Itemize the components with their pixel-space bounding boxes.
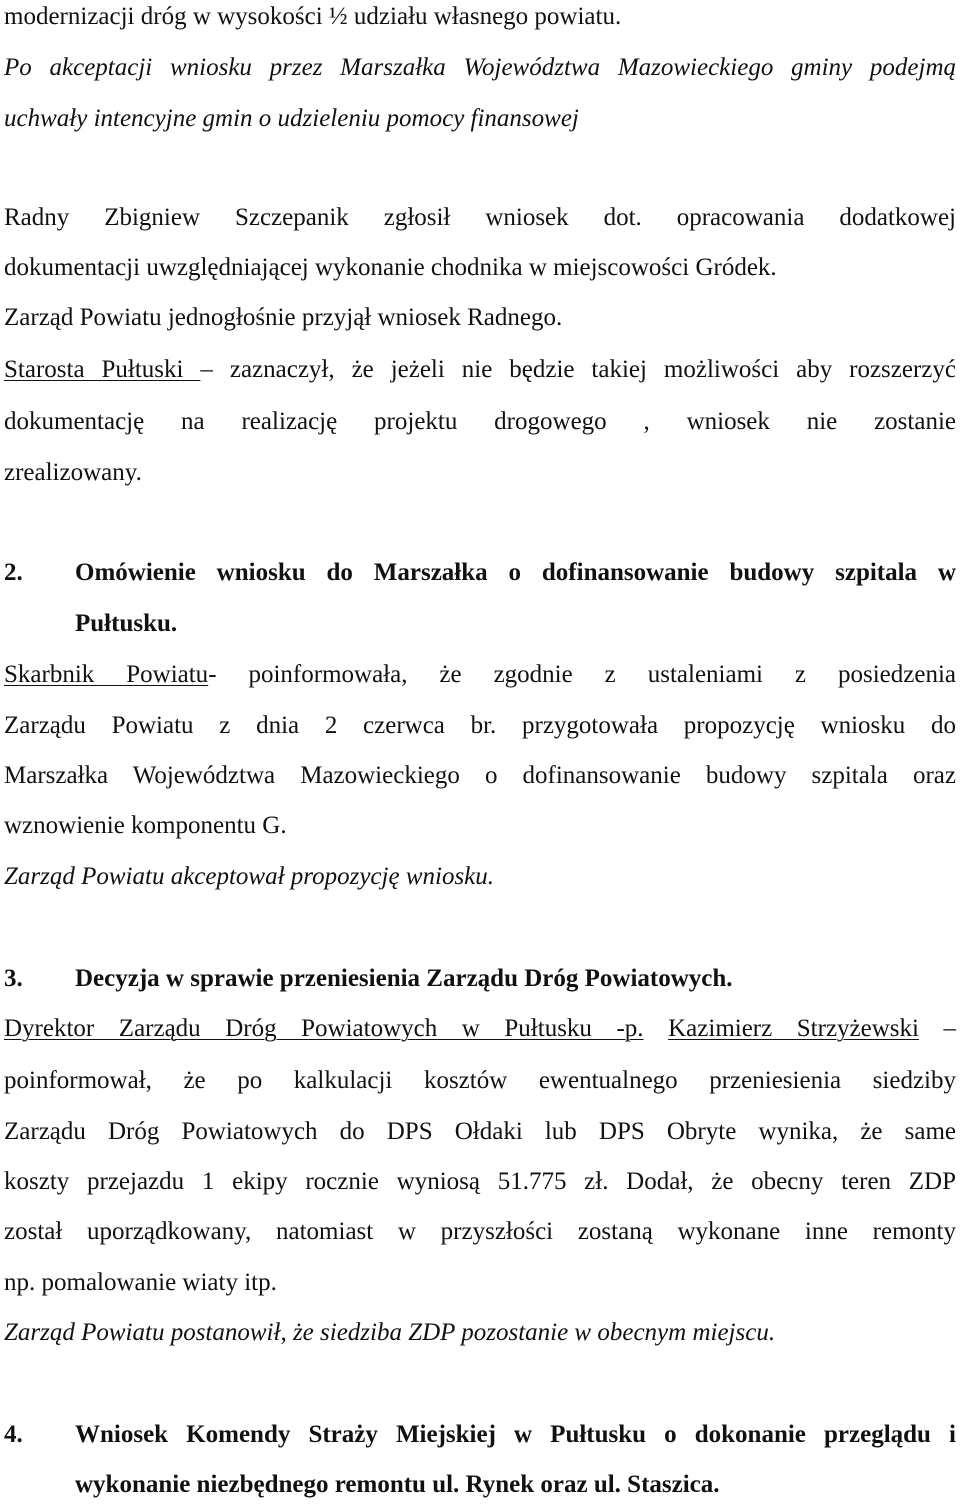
intro-line-2: Po akceptacji wniosku przez Marszałka Województwa Mazowieckiego gminy podejmą bbox=[4, 54, 956, 81]
dyrektor-line-1 bbox=[4, 1014, 956, 1044]
section-2-decision: Zarząd Powiatu akceptował propozycję wniosku. bbox=[4, 863, 495, 890]
skarbnik-line-1-text: - poinformowała, że zgodnie z ustaleniami z posiedzenia bbox=[208, 661, 956, 688]
intro-line-3: uchwały intencyjne gmin o udzieleniu pomocy finansowej bbox=[4, 105, 579, 132]
radny-line-3: Zarząd Powiatu jednogłośnie przyjął wniosek Radnego. bbox=[4, 304, 563, 331]
intro-line-1: modernizacji dróg w wysokości ½ udziału własnego powiatu. bbox=[4, 3, 622, 30]
dyrektor-line-6: np. pomalowanie wiaty itp. bbox=[4, 1269, 277, 1296]
section-3-decision: Zarząd Powiatu postanowił, że siedziba ZDP pozostanie w obecnym miejscu. bbox=[4, 1319, 776, 1346]
dyrektor-line-3: Zarządu Dróg Powiatowych do DPS Ołdaki lub DPS Obryte wynika, że same bbox=[4, 1118, 956, 1145]
starosta-line-1 bbox=[4, 355, 956, 385]
dyrektor-dash: – bbox=[918, 1015, 957, 1042]
radny-line-2: dokumentacji uwzględniającej wykonanie chodnika w miejscowości Gródek. bbox=[4, 254, 777, 281]
section-2-number: 2. bbox=[4, 559, 23, 586]
skarbnik-line-2: Zarządu Powiatu z dnia 2 czerwca br. przygotowała propozycję wniosku do bbox=[4, 712, 956, 739]
skarbnik-line-1 bbox=[4, 660, 956, 690]
dyrektor-line-4: koszty przejazdu 1 ekipy rocznie wyniosą 51.775 zł. Dodał, że obecny teren ZDP bbox=[4, 1168, 956, 1195]
starosta-line-3: zrealizowany. bbox=[4, 459, 142, 486]
dyrektor-line-2: poinformował, że po kalkulacji kosztów ewentualnego przeniesienia siedziby bbox=[4, 1067, 956, 1094]
dyrektor-line-5: został uporządkowany, natomiast w przyszłości zostaną wykonane inne remonty bbox=[4, 1218, 956, 1245]
section-3-number: 3. bbox=[4, 965, 23, 992]
skarbnik-line-3: Marszałka Województwa Mazowieckiego o dofinansowanie budowy szpitala oraz bbox=[4, 762, 956, 789]
speaker-strzyzewski: Kazimierz Strzyżewski bbox=[668, 1015, 919, 1042]
radny-line-1: Radny Zbigniew Szczepanik zgłosił wniosek dot. opracowania dodatkowej bbox=[4, 204, 956, 231]
speaker-skarbnik: Skarbnik Powiatu bbox=[4, 661, 209, 688]
section-2-title-line-1: Omówienie wniosku do Marszałka o dofinansowanie budowy szpitala w bbox=[75, 559, 956, 586]
section-4-number: 4. bbox=[4, 1421, 23, 1448]
speaker-starosta: Starosta Pułtuski bbox=[4, 356, 201, 383]
starosta-line-1-text: – zaznaczył, że jeżeli nie będzie takiej możliwości aby rozszerzyć bbox=[200, 356, 956, 383]
skarbnik-line-4: wznowienie komponentu G. bbox=[4, 812, 287, 839]
section-3-title: Decyzja w sprawie przeniesienia Zarządu Dróg Powiatowych. bbox=[75, 965, 733, 992]
section-2-title-line-2: Pułtusku. bbox=[75, 610, 178, 637]
section-4-title-line-2: wykonanie niezbędnego remontu ul. Rynek oraz ul. Staszica. bbox=[75, 1471, 720, 1498]
starosta-line-2: dokumentację na realizację projektu drogowego , wniosek nie zostanie bbox=[4, 408, 956, 435]
speaker-dyrektor: Dyrektor Zarządu Dróg Powiatowych w Pułtusku -p. bbox=[4, 1015, 644, 1042]
section-4-title-line-1: Wniosek Komendy Straży Miejskiej w Pułtusku o dokonanie przeglądu i bbox=[75, 1421, 956, 1448]
